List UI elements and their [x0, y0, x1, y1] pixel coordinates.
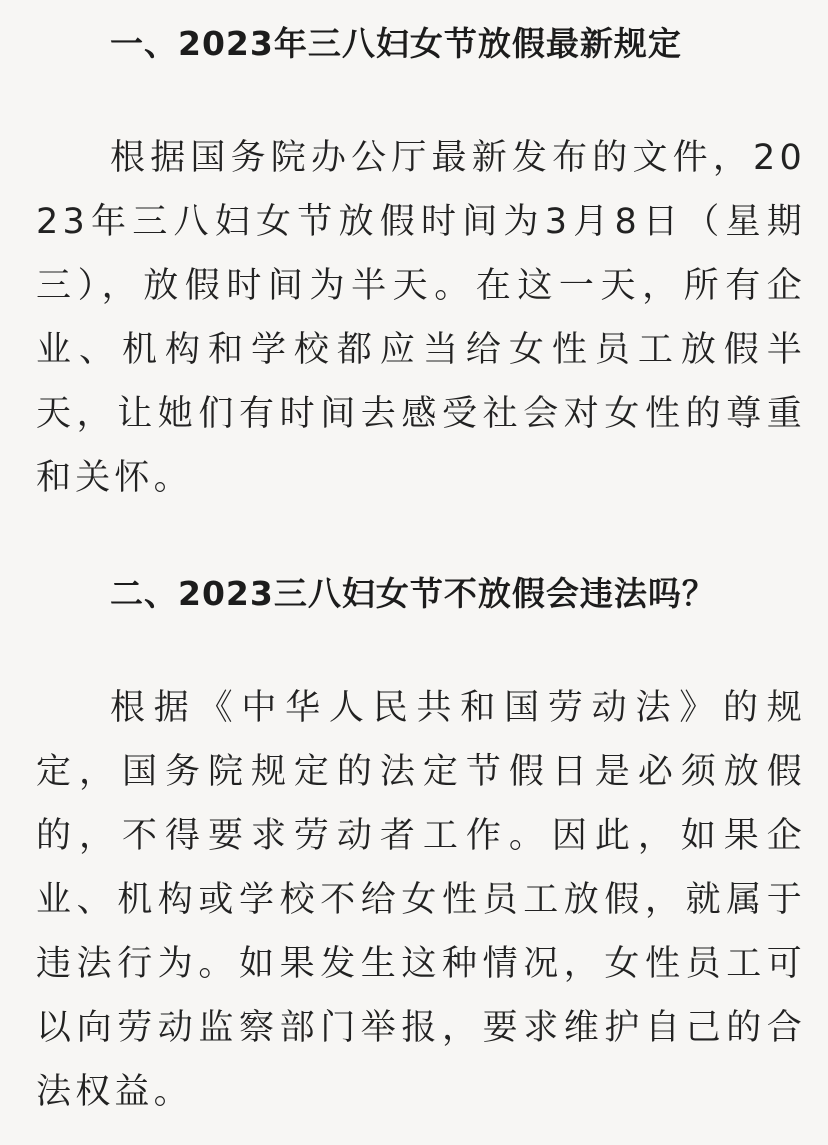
section-2-paragraph: 根据《中华人民共和国劳动法》的规定，国务院规定的法定节假日是必须放假的，不得要求劳动者工作。因此，如果企业、机构或学校不给女性员工放假，就属于违法行为。如果发生这种情况，女性员工可以向劳动监察部门举报，要求维护自己的合法权益。 [36, 688, 806, 1112]
section-1-paragraph: 根据国务院办公厅最新发布的文件，2023年三八妇女节放假时间为3月8日（星期三），放假时间为半天。在这一天，所有企业、机构和学校都应当给女性员工放假半天，让她们有时间去感受社会对女性的尊重和关怀。 [36, 138, 806, 498]
section-1-heading: 一、2023年三八妇女节放假最新规定 [110, 24, 682, 63]
section-2-heading: 二、2023三八妇女节不放假会违法吗？ [110, 574, 716, 613]
